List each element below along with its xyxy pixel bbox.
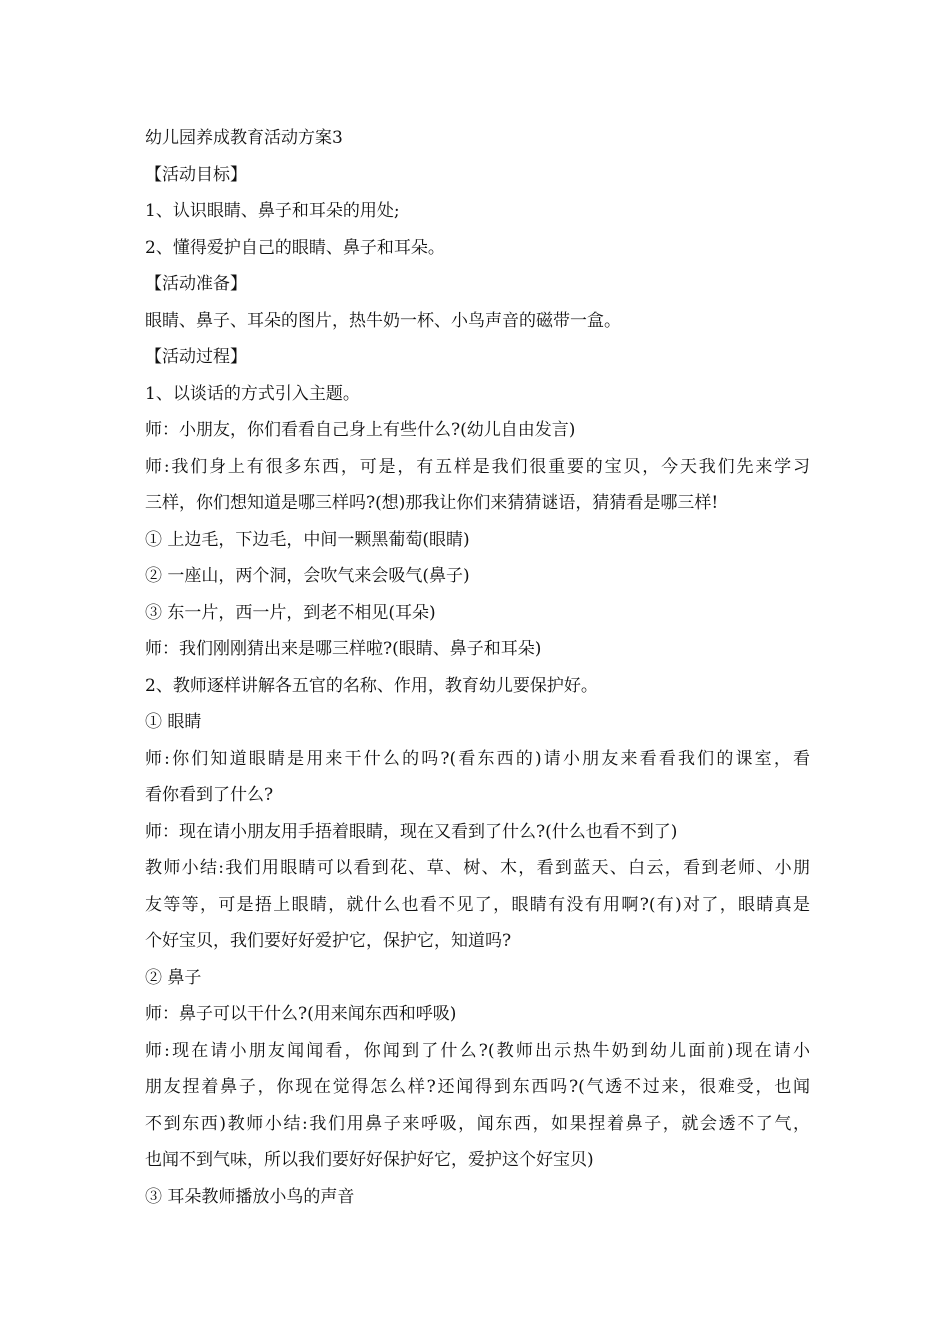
paragraph-line: 2、教师逐样讲解各五官的名称、作用，教育幼儿要保护好。 — [145, 675, 598, 696]
paragraph-line: 师:你们知道眼睛是用来干什么的吗?(看东西的)请小朋友来看看我们的课室，看 — [145, 748, 810, 769]
paragraph-line: 眼睛、鼻子、耳朵的图片，热牛奶一杯、小鸟声音的磁带一盒。 — [145, 310, 621, 331]
paragraph-line: 教师小结:我们用眼睛可以看到花、草、树、木，看到蓝天、白云，看到老师、小朋 — [145, 858, 810, 878]
riddle-item: ② 一座山，两个洞，会吹气来会吸气(鼻子) — [145, 566, 470, 586]
paragraph-line: 师：现在请小朋友用手捂着眼睛，现在又看到了什么?(什么也看不到了) — [145, 821, 678, 842]
paragraph-line: 师：我们刚刚猜出来是哪三样啦?(眼睛、鼻子和耳朵) — [145, 639, 542, 659]
paragraph-line: 2、懂得爱护自己的眼睛、鼻子和耳朵。 — [145, 237, 445, 258]
section-heading-goals: 【活动目标】 — [145, 164, 247, 185]
paragraph-line: 朋友捏着鼻子，你现在觉得怎么样?还闻得到东西吗?(气透不过来，很难受，也闻 — [145, 1077, 810, 1097]
paragraph-line: 不到东西)教师小结:我们用鼻子来呼吸，闻东西，如果捏着鼻子，就会透不了气， — [145, 1113, 810, 1134]
document-title: 幼儿园养成教育活动方案3 — [145, 128, 343, 148]
subheading-ears: ③ 耳朵教师播放小鸟的声音 — [145, 1186, 355, 1207]
paragraph-line: 师:我们身上有很多东西，可是，有五样是我们很重要的宝贝，今天我们先来学习 — [145, 456, 810, 477]
paragraph-line: 看你看到了什么? — [145, 785, 274, 805]
document-body — [145, 120, 810, 1215]
paragraph-line: 1、认识眼睛、鼻子和耳朵的用处; — [145, 201, 400, 221]
section-heading-process: 【活动过程】 — [145, 347, 247, 367]
paragraph-line: 个好宝贝，我们要好好爱护它，保护它，知道吗? — [145, 931, 512, 951]
paragraph-line: 师：鼻子可以干什么?(用来闻东西和呼吸) — [145, 1004, 457, 1024]
paragraph-line: 友等等，可是捂上眼睛，就什么也看不见了，眼睛有没有用啊?(有)对了，眼睛真是 — [145, 894, 810, 915]
paragraph-line: 三样，你们想知道是哪三样吗?(想)那我让你们来猜猜谜语，猜猜看是哪三样! — [145, 493, 719, 513]
paragraph-line: 1、以谈话的方式引入主题。 — [145, 383, 360, 404]
riddle-item: ③ 东一片，西一片，到老不相见(耳朵) — [145, 602, 436, 623]
paragraph-line: 师:现在请小朋友闻闻看，你闻到了什么?(教师出示热牛奶到幼儿面前)现在请小 — [145, 1040, 810, 1061]
section-heading-preparation: 【活动准备】 — [145, 274, 247, 294]
subheading-nose: ② 鼻子 — [145, 967, 202, 988]
paragraph-line: 也闻不到气味，所以我们要好好保护好它，爱护这个好宝贝) — [145, 1150, 594, 1170]
riddle-item: ① 上边毛，下边毛，中间一颗黑葡萄(眼睛) — [145, 529, 470, 550]
paragraph-line: 师：小朋友，你们看看自己身上有些什么?(幼儿自由发言) — [145, 420, 576, 440]
subheading-eyes: ① 眼睛 — [145, 712, 202, 732]
